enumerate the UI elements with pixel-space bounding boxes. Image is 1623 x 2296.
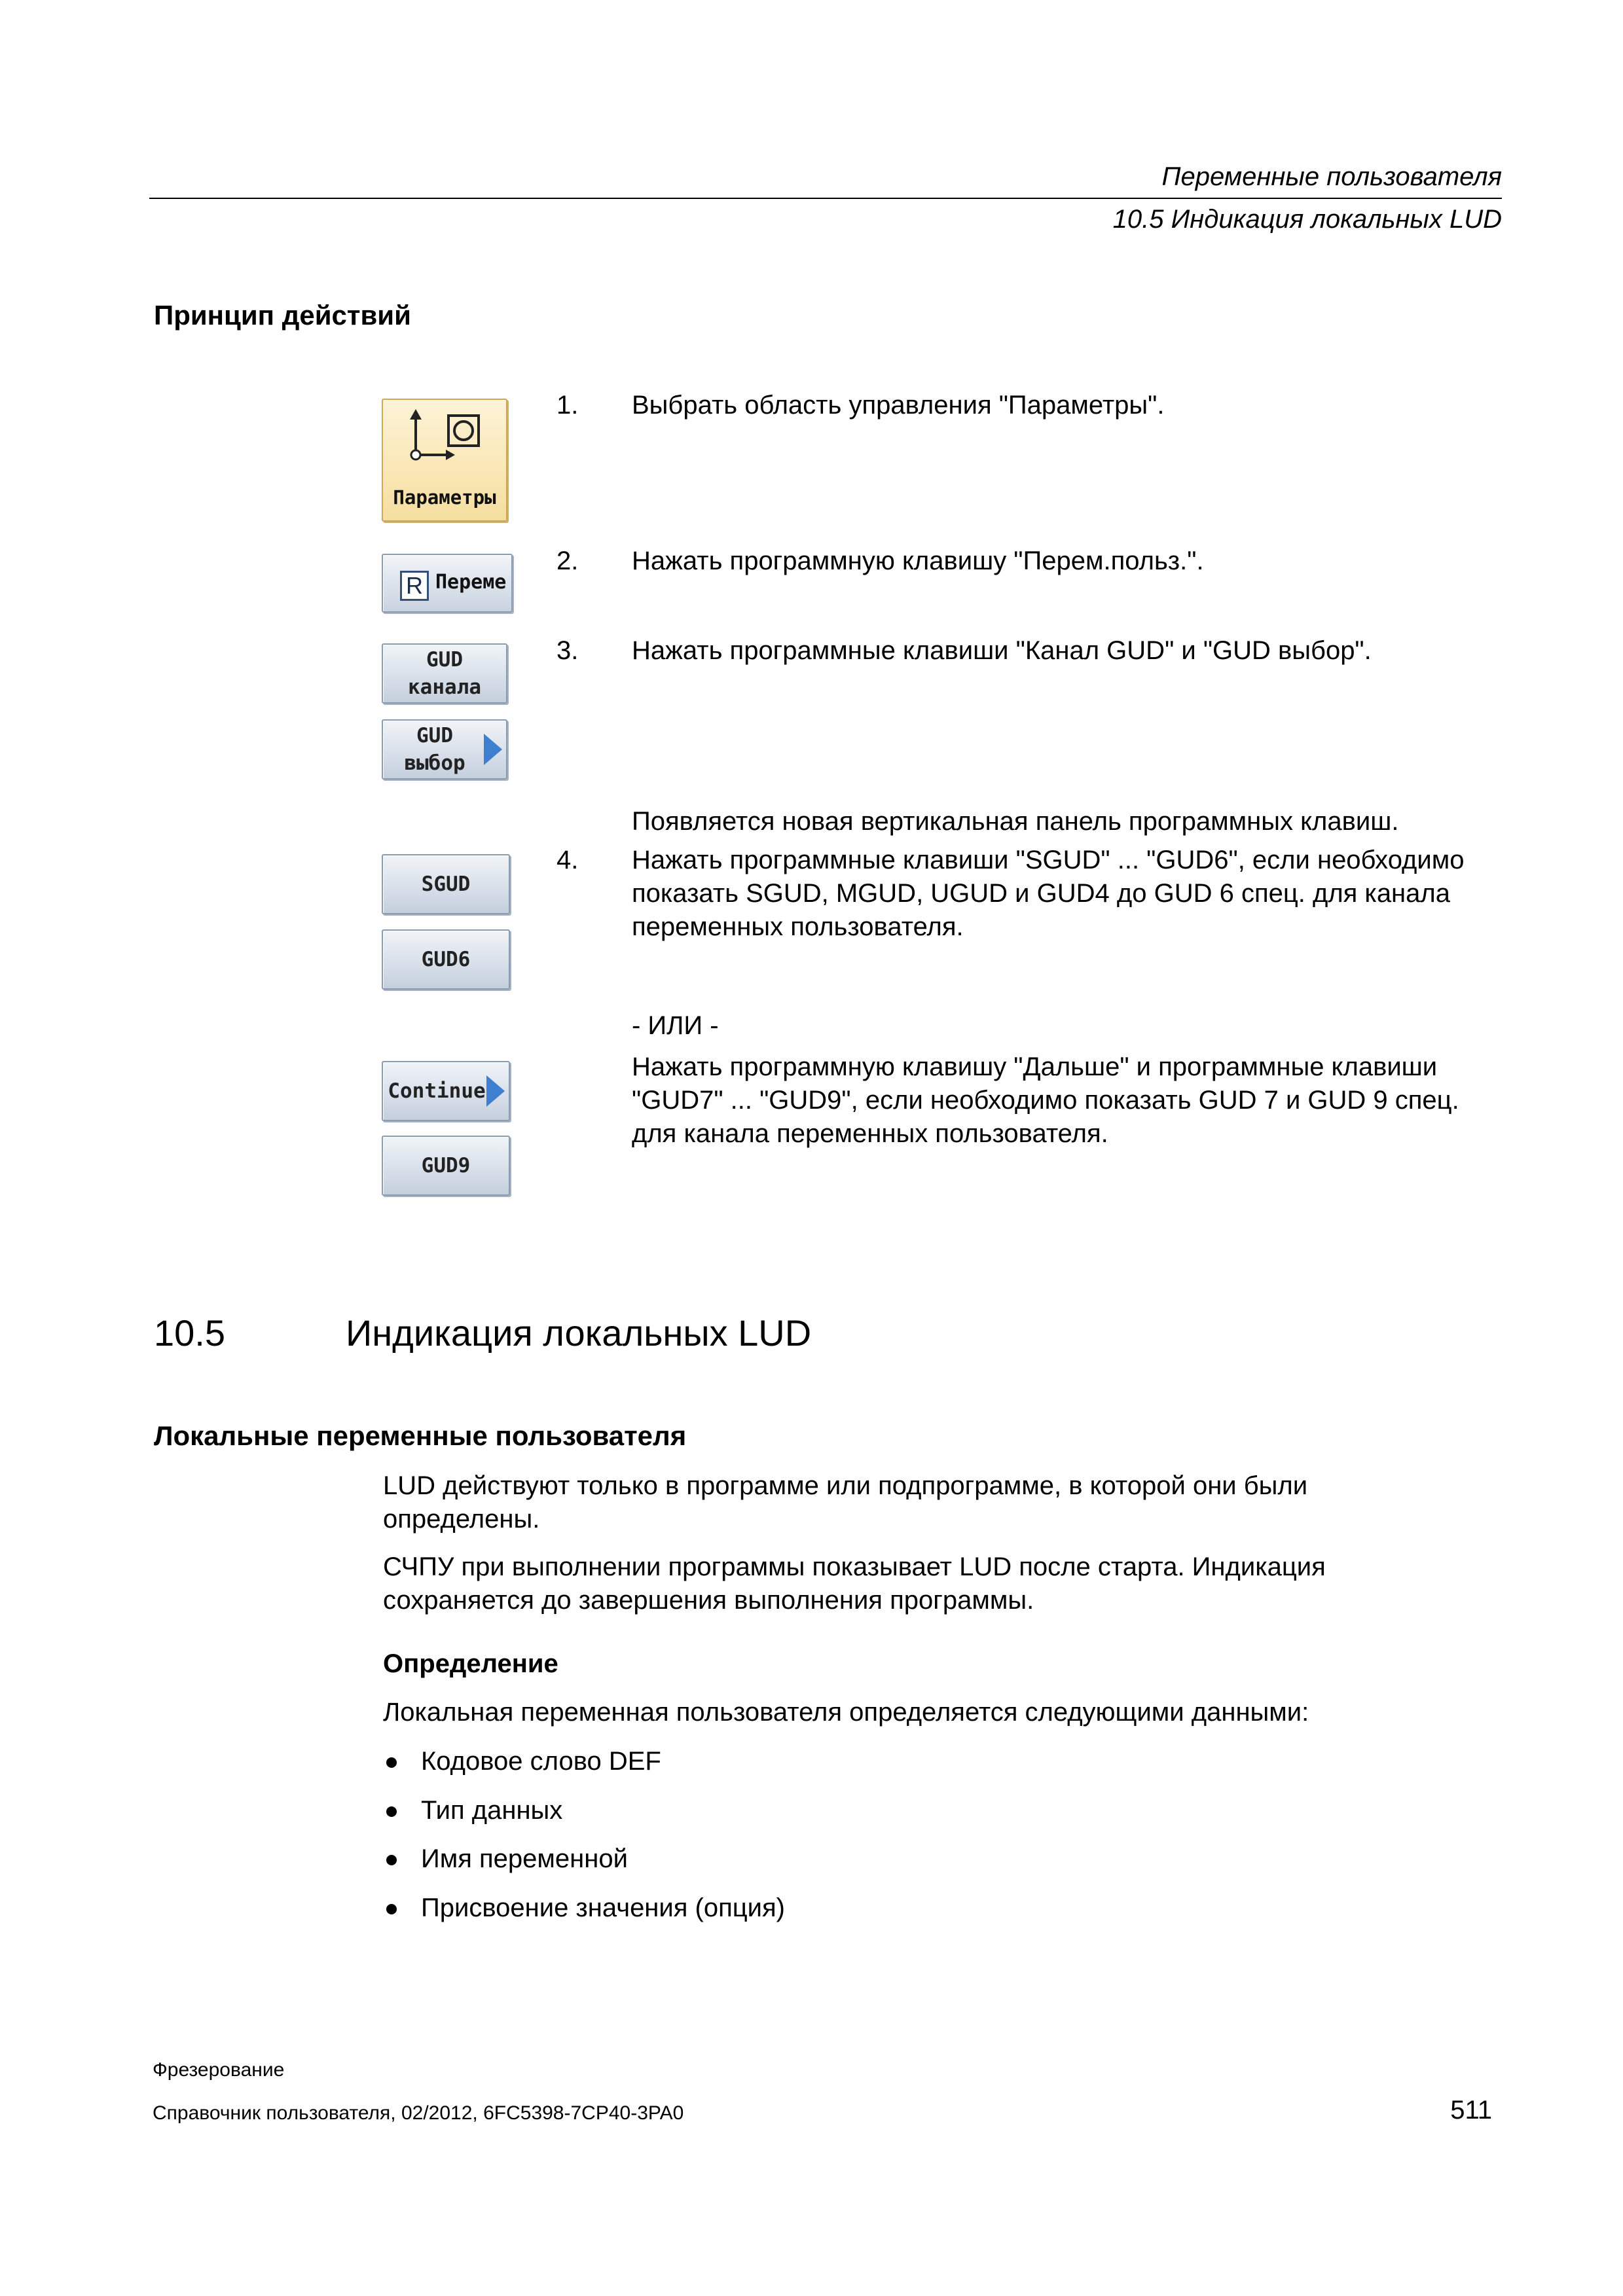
gud6-softkey[interactable] [382,929,510,990]
arrow-right-icon [484,734,502,765]
gud9-label: GUD9 [421,1154,471,1177]
step-3-number: 3. [556,636,579,665]
gud-select-label-2: выбор [404,751,465,775]
subsection-heading: Локальные переменные пользователя [154,1420,687,1451]
or-text: - ИЛИ - [632,1011,719,1040]
step-4-number: 4. [556,846,579,874]
bullet-dot [386,1757,397,1768]
bullet-dot [386,1806,397,1817]
user-variables-softkey[interactable] [382,554,513,613]
sgud-softkey[interactable] [382,854,510,914]
gud-select-label-1: GUD [416,724,453,747]
list-item: Тип данных [421,1796,563,1825]
arrow-right-icon [486,1075,505,1107]
definition-heading: Определение [383,1649,558,1678]
alternative-step-text: Нажать программную клавишу "Дальше" и программные клавиши "GUD7" ... "GUD9", если необходимо показать GUD 7 и GUD 9 спец. для канала переменных пользователя. [632,1052,1459,1148]
footer-product: Фрезерование [153,2059,285,2081]
sgud-label: SGUD [421,872,471,896]
footer-document-info: Справочник пользователя, 02/2012, 6FC5398-7CP40-3PA0 [153,2102,684,2124]
gud-select-softkey[interactable] [382,719,507,780]
running-header-section: 10.5 Индикация локальных LUD [1112,205,1502,234]
list-item: Имя переменной [421,1844,628,1873]
list-item: Кодовое слово DEF [421,1747,661,1776]
gud-channel-label-2: канала [408,675,481,699]
paragraph-lud-display: СЧПУ при выполнении программы показывает LUD после старта. Индикация сохраняется до завершения выполнения программы. [383,1552,1326,1615]
gud-channel-softkey[interactable] [382,643,507,704]
section-title: Индикация локальных LUD [346,1312,812,1354]
step-1-number: 1. [556,391,579,420]
axes-icon [383,400,509,472]
definition-intro: Локальная переменная пользователя определяется следующими данными: [383,1698,1309,1727]
step-4-text: Нажать программные клавиши "SGUD" ... "GUD6", если необходимо показать SGUD, MGUD, UGUD и GUD4 до GUD 6 спец. для канала переменных пользователя. [632,846,1465,941]
paragraph-lud-scope: LUD действуют только в программе или подпрограмме, в которой они были определены. [383,1471,1308,1534]
principle-heading: Принцип действий [154,300,411,331]
r-variable-icon: R [400,571,429,601]
step-1-text: Выбрать область управления "Параметры". [632,391,1165,420]
section-number: 10.5 [154,1312,225,1354]
bullet-dot [386,1855,397,1865]
list-item: Присвоение значения (опция) [421,1893,785,1922]
step-3-text: Нажать программные клавиши "Канал GUD" и "GUD выбор". [632,636,1372,665]
gud-channel-label-1: GUD [426,648,463,672]
gud9-softkey[interactable] [382,1136,510,1196]
continue-softkey[interactable] [382,1061,510,1121]
parameters-label: Параметры [393,486,496,509]
page-number: 511 [1450,2096,1492,2125]
bullet-dot [386,1904,397,1914]
gud6-label: GUD6 [421,948,471,971]
step-2-number: 2. [556,547,579,575]
step-3-result: Появляется новая вертикальная панель программных клавиш. [632,807,1399,836]
parameters-softkey[interactable] [382,399,507,522]
continue-label: Continue [388,1079,486,1103]
running-header-chapter: Переменные пользователя [1161,162,1502,191]
user-variables-label: Переме [435,571,507,594]
header-rule [149,198,1502,199]
step-2-text: Нажать программную клавишу "Перем.польз.". [632,547,1204,575]
